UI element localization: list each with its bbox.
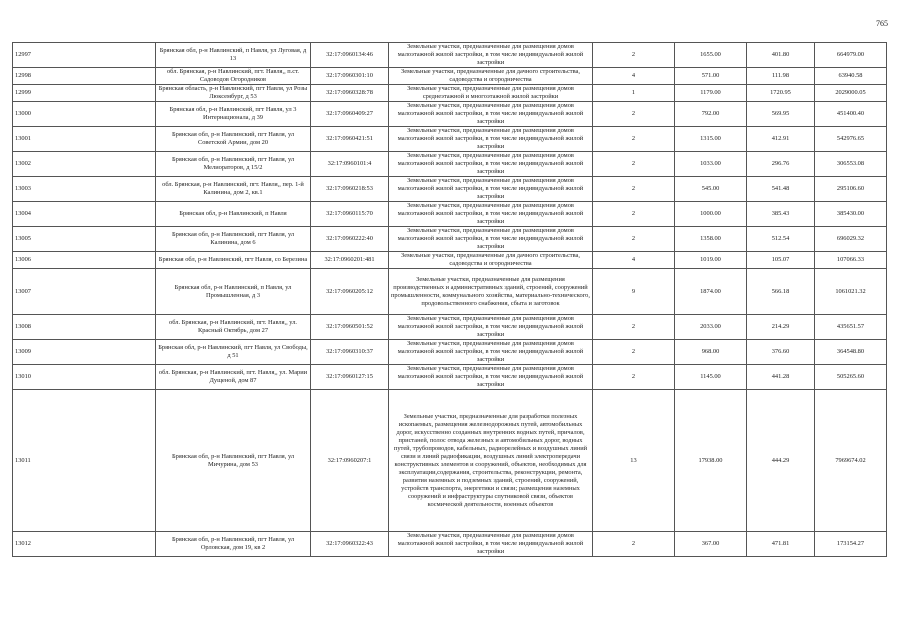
cell-total: 696029.32 — [815, 227, 887, 252]
land-registry-table — [12, 42, 887, 557]
cell-cad: 32:17:0960301:10 — [311, 68, 389, 85]
cell-addr: Брянская обл, р-н Навлинский, п Навля — [156, 202, 311, 227]
cell-total: 2029000.05 — [815, 85, 887, 102]
cell-cat: 2 — [593, 365, 675, 390]
cell-id: 13000 — [13, 102, 156, 127]
cell-cat: 4 — [593, 68, 675, 85]
cell-price: 111.98 — [747, 68, 815, 85]
cell-id: 13009 — [13, 340, 156, 365]
table-row — [13, 202, 887, 227]
cell-addr: Брянская обл, р-н Навлинский, пгт Навля, со Березина — [156, 252, 311, 269]
cell-total: 542976.65 — [815, 127, 887, 152]
table-row — [13, 252, 887, 269]
table-row — [13, 68, 887, 85]
cell-id: 13007 — [13, 269, 156, 315]
cell-cat: 2 — [593, 227, 675, 252]
cell-addr: Брянская обл, р-н Навлинский, п Навля, ул Промышленная, д 3 — [156, 269, 311, 315]
cell-id: 13004 — [13, 202, 156, 227]
cell-id: 13006 — [13, 252, 156, 269]
cell-cat: 2 — [593, 43, 675, 68]
cell-price: 1720.95 — [747, 85, 815, 102]
cell-id: 13012 — [13, 532, 156, 557]
cell-area: 1000.00 — [675, 202, 747, 227]
cell-cat: 4 — [593, 252, 675, 269]
cell-cat: 2 — [593, 127, 675, 152]
cell-area: 792.00 — [675, 102, 747, 127]
cell-addr: Брянская обл, р-н Навлинский, пгт Навля, ул Мелиораторов, д 15/2 — [156, 152, 311, 177]
cell-cad: 32:17:0960218:53 — [311, 177, 389, 202]
cell-id: 13002 — [13, 152, 156, 177]
cell-price: 569.95 — [747, 102, 815, 127]
cell-total: 664979.00 — [815, 43, 887, 68]
cell-price: 385.43 — [747, 202, 815, 227]
cell-cat: 1 — [593, 85, 675, 102]
cell-id: 12998 — [13, 68, 156, 85]
table-row — [13, 177, 887, 202]
cell-addr: Брянская обл, р-н Навлинский, пгт Навля, ул 3 Интернационала, д 39 — [156, 102, 311, 127]
cell-cad: 32:17:0960201:481 — [311, 252, 389, 269]
cell-addr: Брянская обл, р-н Навлинский, пгт Навля, ул Калинина, дом 6 — [156, 227, 311, 252]
cell-area: 1874.00 — [675, 269, 747, 315]
cell-use: Земельные участки, предназначенные для размещения домов малоэтажной жилой застройки, в том числе индивидуальной жилой застройки — [389, 315, 593, 340]
cell-price: 566.18 — [747, 269, 815, 315]
cell-area: 367.00 — [675, 532, 747, 557]
cell-addr: обл. Брянская, р-н Навлинский, пгт. Навля,, п.ст. Садоводов Огородников — [156, 68, 311, 85]
cell-use: Земельные участки, предназначенные для размещения домов малоэтажной жилой застройки, в том числе индивидуальной жилой застройки — [389, 152, 593, 177]
cell-addr: Брянская обл, р-н Навлинский, пгт Навля, ул Мичурина, дом 53 — [156, 390, 311, 532]
table-row — [13, 152, 887, 177]
cell-use: Земельные участки, предназначенные для размещения домов малоэтажной жилой застройки, в том числе индивидуальной жилой застройки — [389, 365, 593, 390]
cell-area: 2033.00 — [675, 315, 747, 340]
cell-cad: 32:17:0960207:1 — [311, 390, 389, 532]
table-row — [13, 315, 887, 340]
cell-cat: 2 — [593, 532, 675, 557]
cell-price: 444.29 — [747, 390, 815, 532]
cell-total: 1061021.32 — [815, 269, 887, 315]
cell-use: Земельные участки, предназначенные для размещения домов малоэтажной жилой застройки, в том числе индивидуальной жилой застройки — [389, 102, 593, 127]
cell-total: 451400.40 — [815, 102, 887, 127]
cell-area: 1019.00 — [675, 252, 747, 269]
cell-cad: 32:17:0960328:78 — [311, 85, 389, 102]
cell-cat: 2 — [593, 177, 675, 202]
table-row — [13, 532, 887, 557]
cell-id: 12997 — [13, 43, 156, 68]
cell-use: Земельные участки, предназначенные для дачного строительства, садоводства и огородничества — [389, 68, 593, 85]
cell-use: Земельные участки, предназначенные для размещения домов малоэтажной жилой застройки, в том числе индивидуальной жилой застройки — [389, 202, 593, 227]
cell-cat: 13 — [593, 390, 675, 532]
cell-price: 412.91 — [747, 127, 815, 152]
cell-addr: Брянская область, р-н Навлинский, пгт Навля, ул Розы Люксембург, д 53 — [156, 85, 311, 102]
cell-cad: 32:17:0960115:70 — [311, 202, 389, 227]
cell-use: Земельные участки, предназначенные для размещения производственных и административных зданий, строений, сооружений промышленности, коммунального хозяйства, материально-технического, продовольственного снабжения, сбыта и заготовок — [389, 269, 593, 315]
cell-total: 107066.33 — [815, 252, 887, 269]
cell-addr: обл. Брянская, р-н Навлинский, пгт. Навля,, ул. Марии Дущеной, дом 87 — [156, 365, 311, 390]
cell-id: 13010 — [13, 365, 156, 390]
cell-cat: 9 — [593, 269, 675, 315]
cell-cad: 32:17:0960322:43 — [311, 532, 389, 557]
cell-area: 545.00 — [675, 177, 747, 202]
cell-price: 541.48 — [747, 177, 815, 202]
cell-id: 13001 — [13, 127, 156, 152]
table-row — [13, 102, 887, 127]
cell-cad: 32:17:0960501:52 — [311, 315, 389, 340]
cell-cad: 32:17:0960134:46 — [311, 43, 389, 68]
cell-id: 12999 — [13, 85, 156, 102]
cell-area: 1145.00 — [675, 365, 747, 390]
cell-cad: 32:17:0960310:37 — [311, 340, 389, 365]
table-row — [13, 127, 887, 152]
cell-area: 968.00 — [675, 340, 747, 365]
cell-price: 105.07 — [747, 252, 815, 269]
cell-use: Земельные участки, предназначенные для размещения домов малоэтажной жилой застройки, в том числе индивидуальной жилой застройки — [389, 43, 593, 68]
cell-price: 376.60 — [747, 340, 815, 365]
cell-total: 364548.80 — [815, 340, 887, 365]
cell-total: 385430.00 — [815, 202, 887, 227]
cell-addr: Брянская обл, р-н Навлинский, пгт Навля, ул Орловская, дом 19, кв 2 — [156, 532, 311, 557]
cell-cad: 32:17:0960222:40 — [311, 227, 389, 252]
cell-area: 17938.00 — [675, 390, 747, 532]
table-row — [13, 85, 887, 102]
cell-price: 401.80 — [747, 43, 815, 68]
cell-cad: 32:17:0960127:15 — [311, 365, 389, 390]
cell-cat: 2 — [593, 102, 675, 127]
cell-cat: 2 — [593, 340, 675, 365]
cell-addr: Брянская обл, р-н Навлинский, пгт Навля, ул Советской Армии, дом 20 — [156, 127, 311, 152]
cell-use: Земельные участки, предназначенные для размещения домов малоэтажной жилой застройки, в том числе индивидуальной жилой застройки — [389, 340, 593, 365]
cell-area: 1179.00 — [675, 85, 747, 102]
table-row — [13, 390, 887, 532]
cell-id: 13008 — [13, 315, 156, 340]
cell-cat: 2 — [593, 315, 675, 340]
cell-addr: Брянская обл, р-н Навлинский, пгт Навля, ул Свободы, д 51 — [156, 340, 311, 365]
cell-price: 296.76 — [747, 152, 815, 177]
cell-addr: обл. Брянская, р-н Навлинский, пгт. Навля,, пер. 1-й Калинина, дом 2, кв.1 — [156, 177, 311, 202]
cell-total: 63940.58 — [815, 68, 887, 85]
cell-total: 7969674.02 — [815, 390, 887, 532]
cell-cat: 2 — [593, 152, 675, 177]
cell-cad: 32:17:0960205:12 — [311, 269, 389, 315]
cell-area: 1358.00 — [675, 227, 747, 252]
cell-cad: 32:17:0960421:51 — [311, 127, 389, 152]
cell-id: 13005 — [13, 227, 156, 252]
cell-total: 295106.60 — [815, 177, 887, 202]
table-row — [13, 269, 887, 315]
cell-id: 13003 — [13, 177, 156, 202]
cell-use: Земельные участки, предназначенные для разработки полезных ископаемых, размещения железнодорожных путей, автомобильных дорог, искусственно созданных внутренних водных путей, причалов, пристаней, полос отвода железных и автомобильных дорог, водных путей, трубопроводов, кабельных, радиорелейных и воздушных линий связи и линий радиофикации, воздушных линий электропередачи конструктивных элементов и сооружений, объектов, необходимых для эксплуатации,содержания, строительства, реконструкции, ремонта, развития наземных и подземных зданий, строений, сооружений, устройств транспорта, энергетики и связи; размещения наземных сооружений и инфраструктуры спутниковой связи, объектов космической деятельности, военных объектов — [389, 390, 593, 532]
table-row — [13, 43, 887, 68]
cell-use: Земельные участки, предназначенные для размещения домов малоэтажной жилой застройки, в том числе индивидуальной жилой застройки — [389, 127, 593, 152]
cell-area: 1315.00 — [675, 127, 747, 152]
cell-price: 441.28 — [747, 365, 815, 390]
page-number: 765 — [876, 19, 888, 28]
cell-total: 505265.60 — [815, 365, 887, 390]
cell-area: 571.00 — [675, 68, 747, 85]
cell-total: 306553.08 — [815, 152, 887, 177]
cell-addr: Брянская обл, р-н Навлинский, п Навля, ул Луговая, д 13 — [156, 43, 311, 68]
cell-price: 512.54 — [747, 227, 815, 252]
cell-cad: 32:17:0960409:27 — [311, 102, 389, 127]
cell-id: 13011 — [13, 390, 156, 532]
cell-use: Земельные участки, предназначенные для дачного строительства, садоводства и огородничества — [389, 252, 593, 269]
cell-price: 214.29 — [747, 315, 815, 340]
cell-total: 173154.27 — [815, 532, 887, 557]
cell-area: 1655.00 — [675, 43, 747, 68]
cell-use: Земельные участки, предназначенные для размещения домов малоэтажной жилой застройки, в том числе индивидуальной жилой застройки — [389, 532, 593, 557]
cell-price: 471.81 — [747, 532, 815, 557]
cell-addr: обл. Брянская, р-н Навлинский, пгт. Навля,, ул. Красный Октябрь, дом 27 — [156, 315, 311, 340]
cell-use: Земельные участки, предназначенные для размещения домов малоэтажной жилой застройки, в том числе индивидуальной жилой застройки — [389, 227, 593, 252]
table-row — [13, 365, 887, 390]
table-row — [13, 340, 887, 365]
cell-use: Земельные участки, предназначенные для размещения домов малоэтажной жилой застройки, в том числе индивидуальной жилой застройки — [389, 177, 593, 202]
cell-area: 1033.00 — [675, 152, 747, 177]
cell-use: Земельные участки, предназначенные для размещения домов среднеэтажной и многоэтажной жилой застройки — [389, 85, 593, 102]
cell-cad: 32:17:0960101:4 — [311, 152, 389, 177]
cell-total: 435651.57 — [815, 315, 887, 340]
table-row — [13, 227, 887, 252]
cell-cat: 2 — [593, 202, 675, 227]
